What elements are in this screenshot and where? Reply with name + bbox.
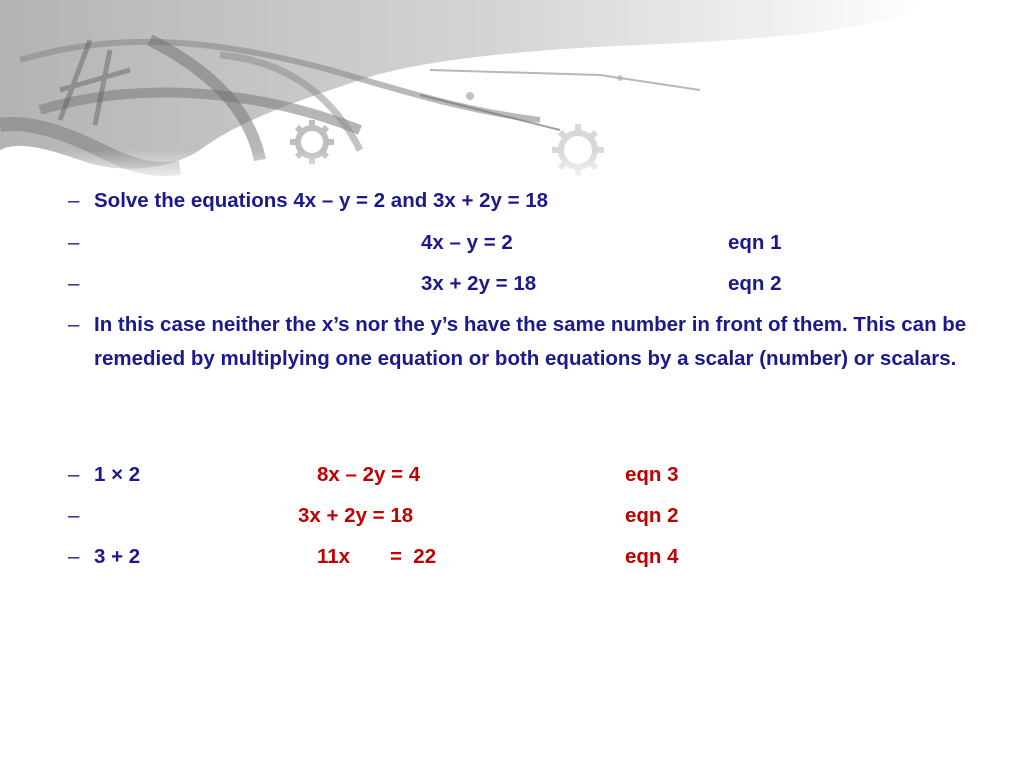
equation-2-repeat-label: eqn 2 (625, 504, 679, 527)
bullet-dash: – (68, 189, 80, 212)
bullet-dash: – (68, 504, 80, 527)
equation-2: 3x + 2y = 18 (421, 272, 537, 295)
equation-1-label: eqn 1 (728, 231, 782, 254)
operation-multiply: 1 × 2 (94, 463, 141, 486)
decorative-banner (0, 0, 1024, 190)
problem-statement: Solve the equations 4x – y = 2 and 3x + 2y = 18 (94, 189, 549, 212)
bullet-dash: – (68, 231, 80, 254)
explanation-paragraph: In this case neither the x’s nor the y’s have the same number in front of them. This can be remedied by multiplying one equation or both equations by a scalar (number) or scalars. (94, 313, 967, 370)
bullet-dash: – (68, 545, 80, 568)
equation-3: 8x – 2y = 4 (317, 463, 421, 486)
bullet-dash: – (68, 313, 80, 336)
equation-2-label: eqn 2 (728, 272, 782, 295)
equation-3-label: eqn 3 (625, 463, 679, 486)
operation-add: 3 + 2 (94, 545, 141, 568)
bullet-dash: – (68, 272, 80, 295)
equation-1: 4x – y = 2 (421, 231, 513, 254)
equation-4-label: eqn 4 (625, 545, 679, 568)
bullet-dash: – (68, 463, 80, 486)
equation-4: 11x = 22 (317, 545, 437, 568)
equation-2-repeat: 3x + 2y = 18 (298, 504, 414, 527)
